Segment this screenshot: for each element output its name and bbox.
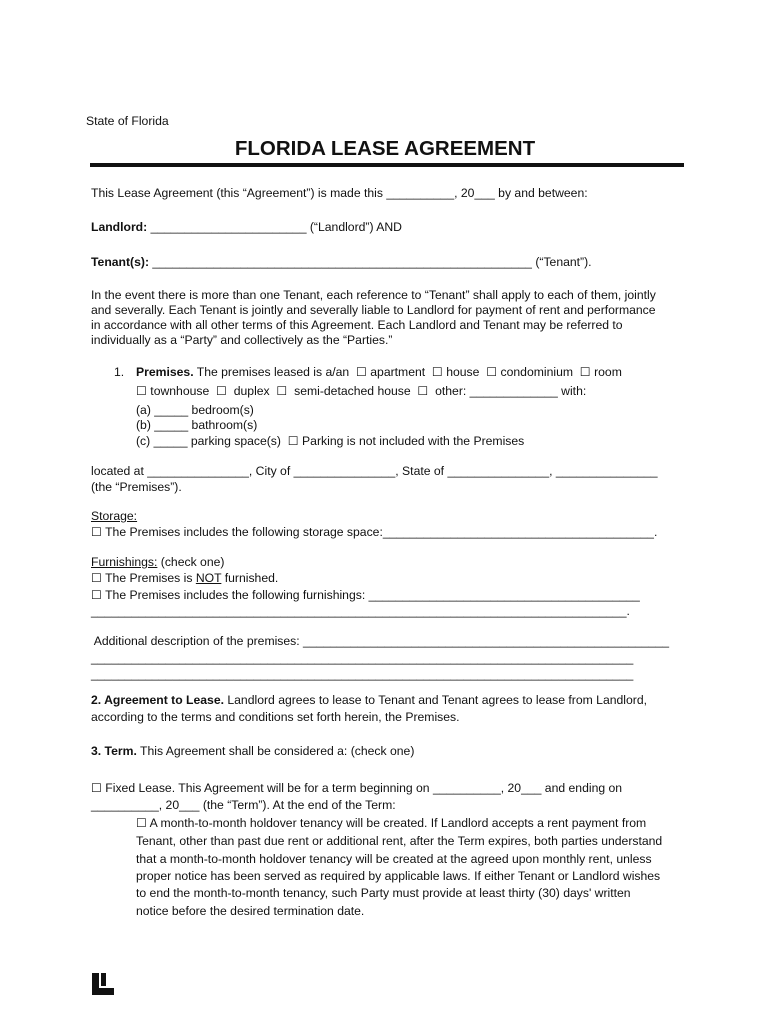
- landlord-line: [91, 219, 402, 235]
- multi-tenant-line-3: in accordance with all other terms of this Agreement. Each Landlord and Tenant may be referred to: [91, 318, 623, 332]
- fixed-lease-line-1: ☐ Fixed Lease. This Agreement will be for a term beginning on __________, 20___ and ending on: [91, 781, 623, 795]
- located-line-1: located at _______________, City of _______________, State of _______________, _______________: [91, 464, 658, 478]
- holdover-line-6: notice before the desired termination date.: [136, 904, 365, 918]
- tenant-field: ________________________________________________________ (“Tenant”).: [149, 255, 592, 269]
- premises-line-2: ☐ townhouse ☐ duplex ☐ semi-detached house ☐ other: _____________ with:: [136, 384, 587, 398]
- furnishings-heading: Furnishings:: [91, 555, 158, 569]
- holdover-line-1: ☐ A month-to-month holdover tenancy will be created. If Landlord accepts a rent payment from: [136, 816, 647, 830]
- bathrooms-line: (b) _____ bathroom(s): [136, 418, 258, 432]
- located-line-2: (the “Premises”).: [91, 480, 182, 494]
- agreement-label: 2. Agreement to Lease.: [91, 693, 224, 707]
- holdover-line-2: Tenant, other than past due rent or additional rent, after the Term expires, both parties understand: [136, 834, 663, 848]
- landlord-field: _______________________ (“Landlord”) AND: [147, 220, 402, 234]
- bedrooms-line: (a) _____ bedroom(s): [136, 403, 254, 417]
- document-title: FLORIDA LEASE AGREEMENT: [234, 137, 536, 160]
- additional-description-line: Additional description of the premises: ______________________________________________________: [91, 634, 670, 648]
- not-emphasis: NOT: [195, 571, 222, 585]
- furnishings-continuation-line: _______________________________________________________________________________.: [91, 604, 630, 618]
- storage-line: ☐ The Premises includes the following storage space:________________________________________.: [91, 525, 658, 539]
- premises-line-1: [136, 364, 622, 380]
- holdover-line-5: to end the month-to-month tenancy, such Party must provide at least thirty (30) days' written: [136, 886, 631, 900]
- multi-tenant-line-1: In the event there is more than one Tenant, each reference to “Tenant” shall apply to each of them, jointly: [91, 288, 656, 302]
- not-furnished-line: [91, 570, 278, 586]
- multi-tenant-line-2: and severally. Each Tenant is jointly and severally liable to Landlord for payment of rent and performance: [91, 303, 656, 317]
- term-text: This Agreement shall be considered a: (check one): [136, 744, 415, 758]
- additional-blank-line-1: ________________________________________________________________________________: [91, 651, 634, 665]
- legal-templates-logo-icon: [92, 973, 114, 995]
- fixed-lease-line-2: __________, 20___ (the “Term”). At the end of the Term:: [91, 798, 396, 812]
- agreement-text: Landlord agrees to lease to Tenant and Tenant agrees to lease from Landlord,: [223, 693, 648, 707]
- premises-type-options: The premises leased is a/an ☐ apartment ☐ house ☐ condominium ☐ room: [193, 365, 622, 379]
- tenant-line: [91, 254, 592, 270]
- term-label: 3. Term.: [91, 744, 137, 758]
- furnishings-includes-line: ☐ The Premises includes the following furnishings: ________________________________________: [91, 588, 640, 602]
- holdover-line-3: that a month-to-month holdover tenancy will be created at the agreed upon monthly rent, unless: [136, 852, 652, 866]
- not-furnished-prefix: ☐ The Premises is: [91, 571, 196, 585]
- multi-tenant-line-4: individually as a “Party” and collectively as the “Parties.”: [91, 333, 393, 347]
- term-line: [91, 743, 414, 759]
- agreement-line-2: according to the terms and conditions set forth herein, the Premises.: [91, 710, 460, 724]
- title-divider: [90, 163, 684, 167]
- premises-label: Premises.: [136, 365, 194, 379]
- not-furnished-suffix: furnished.: [221, 571, 279, 585]
- agreement-line-1: [91, 692, 647, 708]
- landlord-label: Landlord:: [91, 220, 148, 234]
- premises-number: 1.: [114, 365, 125, 379]
- holdover-line-4: proper notice has been served as required by applicable laws. If either Tenant or Landlord wishes: [136, 869, 661, 883]
- tenant-label: Tenant(s):: [91, 255, 149, 269]
- furnishings-check-one: (check one): [157, 555, 225, 569]
- storage-heading: Storage:: [91, 509, 138, 523]
- additional-blank-line-2: ________________________________________________________________________________: [91, 667, 634, 681]
- parking-line: (c) _____ parking space(s) ☐ Parking is not included with the Premises: [136, 434, 525, 448]
- furnishings-heading-line: [91, 554, 224, 570]
- intro-paragraph: This Lease Agreement (this “Agreement”) is made this __________, 20___ by and between:: [91, 186, 588, 200]
- state-heading: State of Florida: [86, 114, 169, 128]
